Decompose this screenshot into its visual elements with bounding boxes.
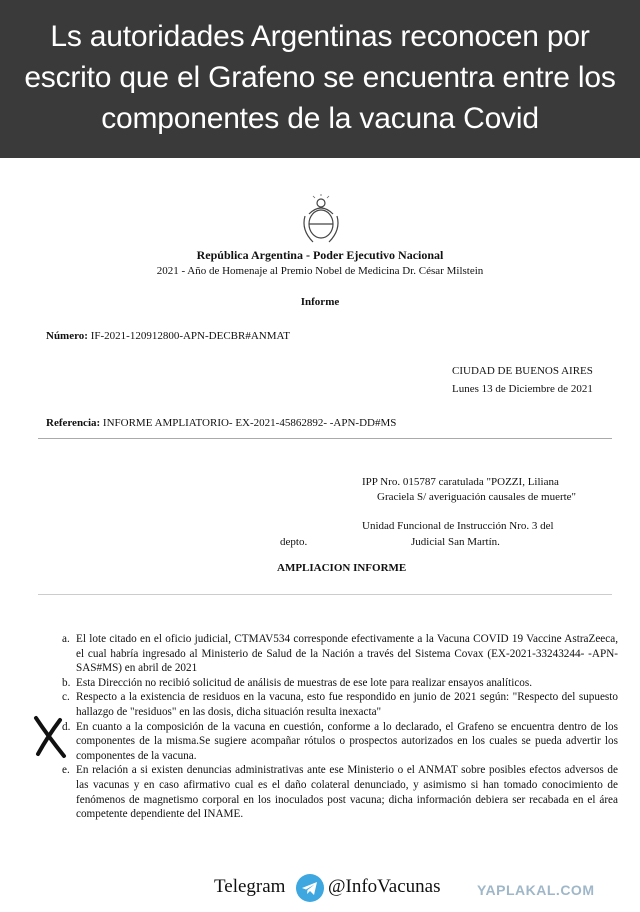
list-item [62,632,618,676]
ipp-line-1: IPP Nro. 015787 caratulada "POZZI, Liliana [362,476,559,488]
republica-heading: República Argentina - Poder Ejecutivo Nacional [196,248,444,262]
item-label: e. [62,764,70,777]
item-label: c. [62,691,70,704]
telegram-icon [296,874,324,902]
ipp-line-2: Graciela S/ averiguación causales de muerte" [377,491,577,503]
item-text: En cuanto a la composición de la vacuna en cuestión, conforme a lo declarado, el Grafeno se encuentra dentro de los componentes de la misma.Se sugiere acompañar rótulos o prospectos autorizados en los cuales se pueda advertir los componentes de la vacuna. [76,720,618,762]
telegram-handle: @InfoVacunas [328,876,441,897]
telegram-label: Telegram [214,876,286,897]
item-label: a. [62,633,70,645]
numero-label: Número: [46,330,88,342]
informe-title: Informe [300,296,340,308]
list-item [62,720,618,764]
item-text: En relación a si existen denuncias administrativas ante ese Ministerio o el ANMAT sobre posibles efectos adversos de las vacunas y en caso afirmativo cual es el daño colateral denunciado, y asimismo si han tomado conocimiento de fenómenos de magnetismo corporal en los inoculados post vacuna; dicha información debiera ser recabada en el área competente dependiente del INAME. [76,764,618,821]
watermark: YAPLAKAL.COM [477,882,595,898]
numero-value: IF-2021-120912800-APN-DECBR#ANMAT [90,330,290,342]
referencia-label: Referencia: [46,417,101,429]
numero-row [46,330,290,342]
argentina-coat-of-arms-icon [299,194,343,250]
date: Lunes 13 de Diciembre de 2021 [452,383,593,395]
handwritten-x-mark [30,714,70,760]
referencia-row [46,417,396,429]
item-label: b. [62,676,71,689]
item-text: El lote citado en el oficio judicial, CTMAV534 corresponde efectivamente a la Vacuna COVID 19 Vaccine AstraZeeca, el cual habría ingresado al Ministerio de Salud de la Nación a través del Sistema Covax (EX-2021-33243244- -APN-SAS#MS) en abril de 2021 [76,633,618,675]
headline-line-1: Ls autoridades Argentinas reconocen por [50,20,590,53]
divider [38,438,612,439]
unidad-line-1: Unidad Funcional de Instrucción Nro. 3 del [362,520,554,532]
item-text: Respecto a la existencia de residuos en la vacuna, esto fue respondido en junio de 2021 según: "Respecto del supuesto hallazgo de "residuos" en las dosis, dicha situación resulta inexacta" [76,691,618,718]
year-dedication: 2021 - Año de Homenaje al Premio Nobel de Medicina Dr. César Milstein [156,265,484,277]
document-scan [0,158,640,912]
list-item [62,763,618,821]
headline-line-3: componentes de la vacuna Covid [101,102,539,135]
depto: depto. [280,536,308,548]
referencia-value: INFORME AMPLIATORIO- EX-2021-45862892- -APN-DD#MS [102,417,397,429]
headline-banner [0,0,640,158]
city: CIUDAD DE BUENOS AIRES [452,365,593,377]
unidad-line-2: Judicial San Martín. [411,536,500,548]
list-item [62,676,618,691]
item-text: Esta Dirección no recibió solicitud de análisis de muestras de ese lote para realizar ensayos analíticos. [76,676,533,689]
ampliacion-title: AMPLIACION INFORME [277,562,407,574]
divider-faint [38,594,612,595]
headline-line-2: escrito que el Grafeno se encuentra entre los [24,61,616,94]
item-label: d. [62,720,71,733]
list-item [62,690,618,719]
informe-items [62,632,618,822]
footer-promo [0,866,640,906]
